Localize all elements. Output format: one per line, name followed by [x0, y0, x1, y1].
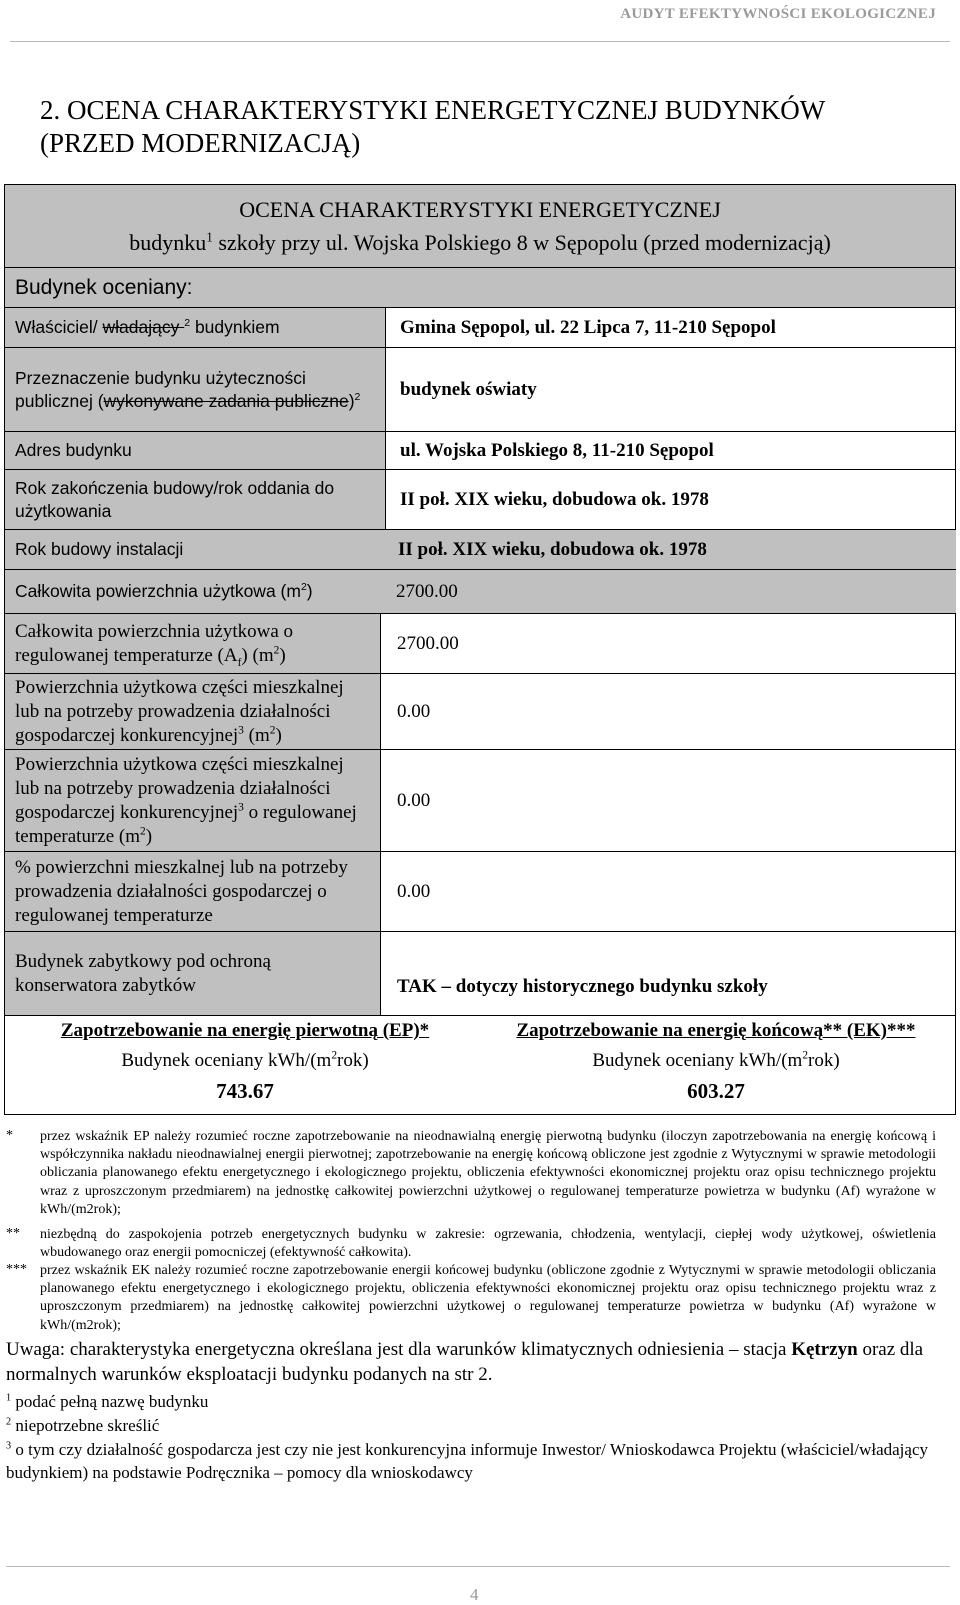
section-heading-line2: (PRZED MODERNIZACJĄ): [40, 128, 361, 158]
table-title-line2: budynku$^1$ szkoły przy ul. Wojska Polskiego 8 w Sępopolu (przed modernizacją): [129, 229, 831, 255]
footer-divider: [6, 1566, 950, 1567]
residential-heated-area-label: Powierzchnia użytkowa części mieszkalnej lub na potrzeby prowadzenia działalności gospodarczej konkurencyjnej$^3$ o regulowanej temperaturze $(m^2)$: [5, 750, 381, 852]
percent-label: % powierzchni mieszkalnej lub na potrzeby prowadzenia działalności gospodarczej o regulowanej temperaturze: [5, 852, 381, 932]
residential-area-label: Powierzchnia użytkowa części mieszkalnej lub na potrzeby prowadzenia działalności gospodarczej konkurencyjnej$^3$ $(m^2)$: [5, 674, 381, 750]
address-label: Adres budynku: [5, 432, 386, 470]
climate-remark: Uwaga: charakterystyka energetyczna określana jest dla warunków klimatycznych odniesienia – stacja Kętrzyn oraz dla normalnych warunków eksploatacji budynku podanych na str 2.: [6, 1339, 924, 1385]
monument-label: Budynek zabytkowy pod ochroną konserwatora zabytków: [5, 932, 381, 1016]
final-energy-unit: Budynek oceniany kWh/$(m^2rok)$: [592, 1049, 840, 1071]
section-heading: [40, 94, 920, 160]
residential-area-value: 0.00: [381, 674, 956, 750]
header-divider: [10, 41, 950, 42]
footnote-mark-1: *: [6, 1128, 13, 1143]
footnote-text-1: przez wskaźnik EP należy rozumieć roczne zapotrzebowanie na nieodnawialną energię pierwotną budynku (iloczyn zapotrzebowania na energię końcową i współczynnika nakładu nieodnawialnej energii pierwotnej; zapotrzebowanie na energię końcową obliczone jest zgodnie z Wytycznymi w sprawie metodologii obliczania planowanego efektu energetycznego i ekologicznego projektu, obliczenia efektywności ekonomicznej projektu oraz opisu technicznego projektu wraz z uproszczonym przedmiarem) na jednostkę całkowitej powierzchni użytkowej o regulowanej temperaturze powietrza w budynku (Af) wyrażone w kWh/(m2rok);: [40, 1129, 936, 1217]
table-title: [4, 184, 956, 268]
owner-value: Gmina Sępopol, ul. 22 Lipca 7, 11-210 Sępopol: [386, 308, 956, 348]
total-area-label: Całkowita powierzchnia użytkowa $(m^2)$: [5, 570, 386, 614]
monument-value: TAK – dotyczy historycznego budynku szkoły: [381, 932, 956, 1016]
heated-area-value: 2700.00: [381, 614, 956, 674]
energy-demand-section: [5, 1016, 956, 1114]
footnote-text-2: niezbędną do zaspokojenia potrzeb energetycznych budynku w zakresie: ogrzewania, chłodzenia, wentylacji, ciepłej wody użytkowej, oświetlenia wbudowanego oraz energii pomocniczej (efektywność całkowita).: [40, 1227, 936, 1261]
primary-energy-value: 743.67: [216, 1079, 274, 1103]
purpose-value: budynek oświaty: [386, 348, 956, 432]
percent-value: 0.00: [381, 852, 956, 932]
footnote-text-3: przez wskaźnik EK należy rozumieć roczne zapotrzebowanie energii końcowej budynku (obliczone zgodnie z Wytycznymi w sprawie metodologii obliczania planowanego efektu energetycznego i ekologicznego projektu, obliczenia efektywności ekonomicznej projektu oraz opisu technicznego projektu wraz z uproszczonym przedmiarem) na jednostkę całkowitej powierzchni użytkowej o regulowanej temperaturze powietrza w budynku (Af) wyrażone w kWh/(m2rok);: [40, 1263, 936, 1333]
running-header: AUDYT EFEKTYWNOŚCI EKOLOGICZNEJ: [620, 6, 936, 22]
heated-area-label: Całkowita powierzchnia użytkowa o regulowanej temperaturze $(A_f)$ $(m^2)$: [5, 614, 381, 674]
primary-energy-block: [15, 1016, 475, 1106]
note-3: $^3$ o tym czy działalność gospodarcza jest czy nie jest konkurencyjna informuje Inwestor/ Wnioskodawca Projektu (właściciel/władający budynkiem) na podstawie Podręcznika – pomocy dla wnioskodawcy: [6, 1440, 928, 1482]
final-energy-value: 603.27: [687, 1079, 745, 1103]
page-number: 4: [470, 1585, 479, 1604]
address-value: ul. Wojska Polskiego 8, 11-210 Sępopol: [386, 432, 956, 470]
owner-label: Właściciel/ władający $^2$ budynkiem: [5, 308, 386, 348]
table-title-line1: OCENA CHARAKTERYSTYKI ENERGETYCZNEJ: [239, 197, 721, 222]
assessed-building-label: Budynek oceniany:: [5, 268, 955, 308]
completion-value: II poł. XIX wieku, dobudowa ok. 1978: [386, 470, 956, 530]
purpose-label: Przeznaczenie budynku użyteczności publicznej (wykonywane zadania publiczne)$^2$: [5, 348, 386, 432]
final-energy-block: [481, 1016, 951, 1106]
footnote-mark-2: **: [6, 1226, 20, 1241]
footnote-mark-3: ***: [6, 1262, 27, 1277]
install-value: II poł. XIX wieku, dobudowa ok. 1978: [386, 530, 956, 570]
residential-heated-area-value: 0.00: [381, 750, 956, 852]
section-heading-line1: 2. OCENA CHARAKTERYSTYKI ENERGETYCZNEJ BUDYNKÓW: [40, 95, 826, 125]
note-1: $^1$ podać pełną nazwę budynku: [6, 1392, 209, 1411]
note-2: $^2$ niepotrzebne skreślić: [6, 1416, 160, 1435]
completion-label: Rok zakończenia budowy/rok oddania do użytkowania: [5, 470, 386, 530]
install-label: Rok budowy instalacji: [5, 530, 386, 570]
total-area-value: 2700.00: [386, 570, 956, 614]
primary-energy-unit: Budynek oceniany kWh/$(m^2rok)$: [121, 1049, 369, 1071]
primary-energy-title: Zapotrzebowanie na energię pierwotną (EP)*: [60, 1020, 430, 1041]
final-energy-title: Zapotrzebowanie na energię końcową** (EK)***: [516, 1020, 916, 1041]
